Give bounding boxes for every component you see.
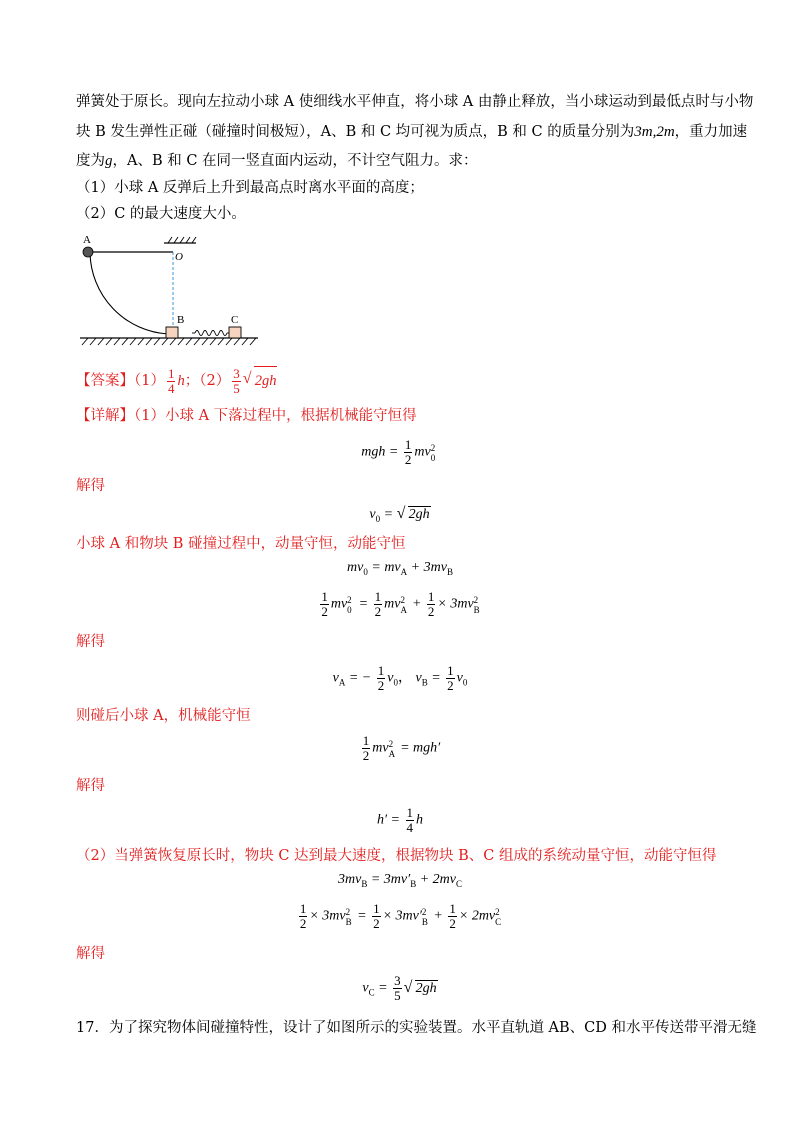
equation-vc: $v_C$ = $\frac{3}{5}$ √ 2gh [0, 974, 800, 1003]
equation-energy-conservation: mgh = $\frac{1}{2}$ mv 2 0 [361, 437, 436, 467]
label-b: B [177, 314, 185, 326]
detail-part-1-text: （1）小球 A 下落过程中，根据机械能守恒得 [134, 408, 417, 424]
problem-text-segment: 块 B 发生弹性正碰（碰撞时间极短），A、B 和 C 均可视为质点，B 和 C 的质量分别为 [76, 124, 635, 140]
solve-label-2: 解得 [76, 634, 105, 650]
equation-bc-energy: $\frac{1}{2}$ × 3mv 2 B = $\frac{1}{2}$ × 3mv′ 2 B + $\frac{1}{2}$ × 2mv 2 C [299, 901, 502, 931]
part-2-text: （2）当弹簧恢复原长时，物块 C 达到最大速度，根据物块 B、C 组成的系统动量守恒，动能守恒得 [76, 848, 717, 864]
question-1: （1）小球 A 反弹后上升到最高点时离水平面的高度； [76, 180, 424, 196]
equation-momentum: $mv_0 = mv_A + 3mv_B$ [347, 560, 453, 577]
block-b [166, 327, 178, 338]
equation-bc-momentum: $3mv_B = 3mv'_B + 2mv_C$ [338, 872, 462, 889]
equation-velocities: $v_A$ = − $\frac{1}{2}$ $v_0$， $v_B$ = $\frac{1}{2}$ $v_0$ [332, 663, 468, 693]
equation-rebound-height: $\frac{1}{2}$ mv 2 A = mgh′ [362, 733, 441, 763]
problem-text-line-2 [76, 122, 747, 142]
answer-1-fraction: $\frac{1}{4}$ [167, 365, 175, 396]
answer-part-1-label: （1） [134, 373, 165, 389]
block-c [229, 327, 241, 338]
label-c: C [231, 314, 239, 326]
collision-text: 小球 A 和物块 B 碰撞过程中，动量守恒，动能守恒 [76, 536, 406, 552]
problem-text-line-1: 弹簧处于原长。现向左拉动小球 A 使细线水平伸直，将小球 A 由静止释放，当小球运动到最低点时与小物 [76, 94, 754, 110]
separator: ； [184, 373, 200, 389]
equation-kinetic-energy: $\frac{1}{2}$ mv 2 0 = $\frac{1}{2}$ mv 2 A + $\frac{1}{2}$ × 3mv 2 B [321, 589, 480, 619]
gravity-symbol: g [105, 153, 113, 169]
answer-2-fraction: $\frac{3}{5}$ [233, 365, 240, 396]
answer-1-variable: h [177, 373, 185, 389]
detail-intro [76, 406, 417, 426]
problem-text-segment: 度为 [76, 153, 105, 169]
label-a: A [83, 234, 91, 246]
solve-label-3: 解得 [76, 778, 105, 794]
next-problem-line: 17．为了探究物体间碰撞特性，设计了如图所示的实验装置。水平直轨道 AB、CD 和水平传送带平滑无缝 [76, 1020, 757, 1036]
answer-line [76, 366, 277, 396]
ball-a [83, 247, 93, 257]
spring [195, 331, 227, 336]
after-collision-text: 则碰后小球 A，机械能守恒 [76, 708, 251, 724]
equation-v0: $v_0$ = √ 2gh [0, 506, 800, 524]
pendulum-collision-figure [80, 230, 260, 355]
problem-text-line-3 [76, 151, 478, 171]
mass-values: 3m,2m [634, 124, 675, 140]
detail-tag: 【详解】 [76, 408, 134, 424]
question-2: （2）C 的最大速度大小。 [76, 206, 246, 222]
problem-text-segment: ，A、B 和 C 在同一竖直面内运动，不计空气阻力。求： [112, 153, 478, 169]
solve-label-4: 解得 [76, 946, 105, 962]
answer-part-2-label: （2） [199, 373, 231, 389]
solve-label-1: 解得 [76, 478, 105, 494]
problem-text-segment: ，重力加速 [674, 124, 748, 140]
answer-tag: 【答案】 [76, 373, 134, 389]
label-o: O [175, 251, 183, 263]
answer-2-radical: √ 2gh [243, 366, 278, 395]
equation-h-prime: h′ = $\frac{1}{4}$ h [376, 805, 423, 835]
